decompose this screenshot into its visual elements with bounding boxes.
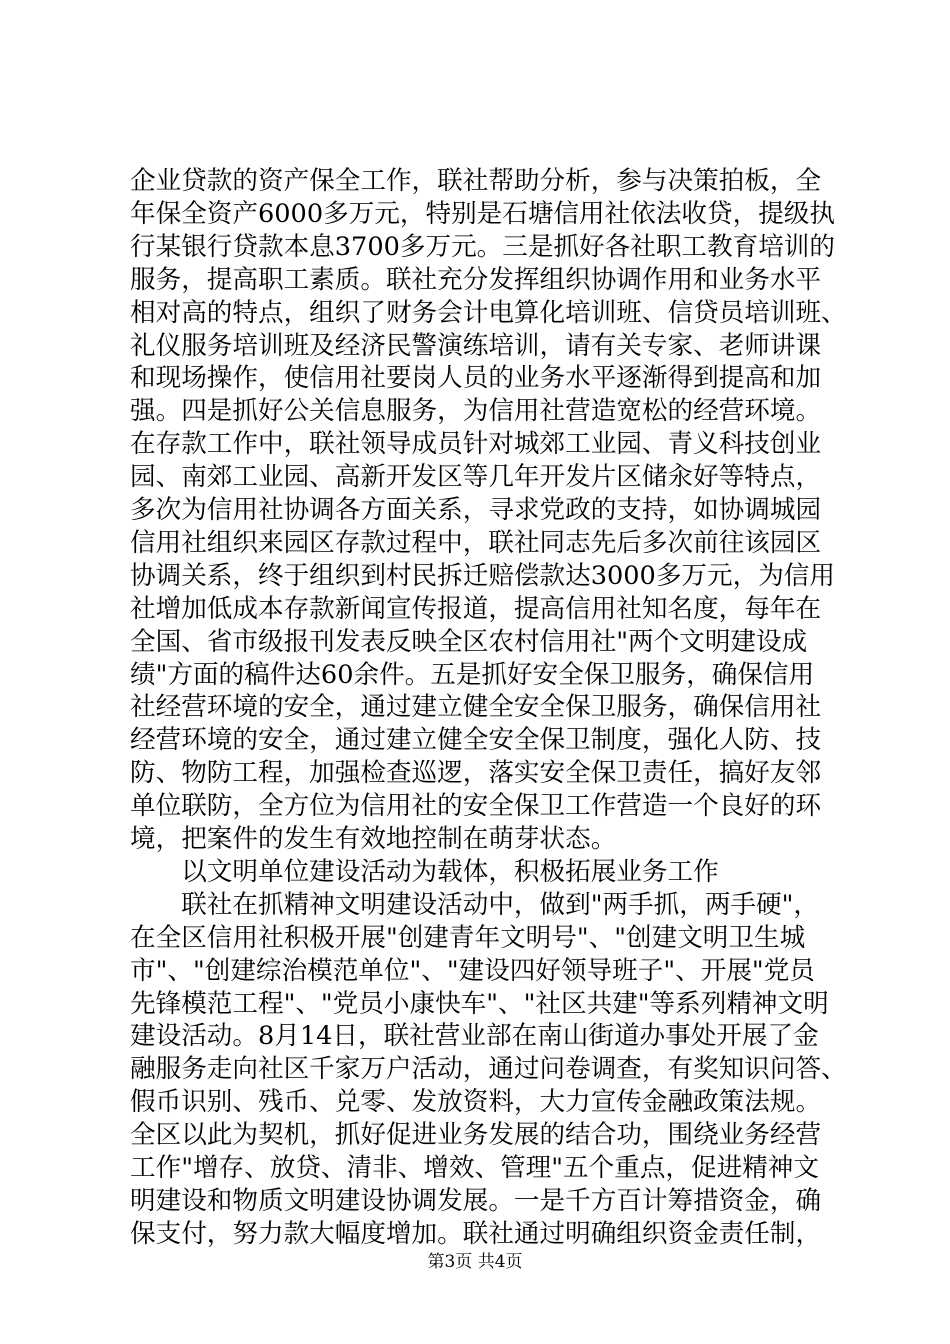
text-line: 相对高的特点，组织了财务会计电算化培训班、信贷员培训班、: [130, 297, 847, 328]
text-line: 协调关系，终于组织到村民拆迁赔偿款达3000多万元，为信用: [130, 560, 835, 591]
text-line: 工作"增存、放贷、清非、增效、管理"五个重点，促进精神文: [130, 1153, 819, 1183]
text-line: 信用社组织来园区存款过程中，联社同志先后多次前往该园区: [130, 527, 822, 558]
text-line: 礼仪服务培训班及经济民警演练培训，请有关专家、老师讲课: [130, 330, 822, 361]
text-line: 行某银行贷款本息3700多万元。三是抓好各社职工教育培训的: [130, 231, 835, 262]
text-line: 和现场操作，使信用社要岗人员的业务水平逐渐得到提高和加: [130, 363, 822, 394]
text-line: 园、南郊工业园、高新开发区等几年开发片区储汆好等特点，: [130, 462, 822, 493]
text-line: 在全区信用社积极开展"创建青年文明号"、"创建文明卫生城: [130, 922, 806, 953]
text-line: 建设活动。8月14日，联社营业部在南山街道办事处开展了金: [130, 1021, 819, 1052]
text-line: 企业贷款的资产保全工作，联社帮助分析，参与决策拍板，全: [130, 166, 822, 196]
text-line: 全国、省市级报刊发表反映全区农村信用社"两个文明建设成: [130, 626, 808, 657]
page-footer: 第3页 共4页: [427, 1252, 523, 1272]
text-line: 年保全资产6000多万元，特别是石塘信用社依法收贷，提级执: [130, 198, 835, 229]
text-line: 防、物防工程，加强检查巡逻，落实安全保卫责任，搞好友邻: [130, 758, 822, 789]
text-line: 先锋模范工程"、"党员小康快车"、"社区共建"等系列精神文明: [130, 988, 829, 1019]
text-line: 在存款工作中，联社领导成员针对城郊工业园、青义科技创业: [130, 429, 822, 460]
text-line: 单位联防，全方位为信用社的安全保卫工作营造一个良好的环: [130, 791, 822, 822]
text-line: 境，把案件的发生有效地控制在萌芽状态。: [130, 824, 617, 854]
text-line: 社增加低成本存款新闻宣传报道，提高信用社知名度，每年在: [130, 593, 822, 624]
text-line: 强。四是抓好公关信息服务，为信用社营造宽松的经营环境。: [130, 396, 822, 427]
text-line: 社经营环境的安全，通过建立健全安全保卫服务，确保信用社: [130, 692, 822, 723]
text-line: 绩"方面的稿件达60余件。五是抓好安全保卫服务，确保信用: [130, 659, 815, 690]
text-line: 市"、"创建综治模范单位"、"建设四好领导班子"、开展"党员: [130, 955, 815, 986]
text-line: 明建设和物质文明建设协调发展。一是千方百计筹措资金，确: [130, 1185, 822, 1216]
text-line: 多次为信用社协调各方面关系，寻求党政的支持，如协调城园: [130, 495, 822, 525]
text-line: 联社在抓精神文明建设活动中，做到"两手抓，两手硬"，: [130, 889, 819, 920]
text-line: 服务，提高职工素质。联社充分发挥组织协调作用和业务水平: [130, 264, 822, 295]
text-line: 经营环境的安全，通过建立健全安全保卫制度，强化人防、技: [130, 725, 822, 756]
text-line: 全区以此为契机，抓好促进业务发展的结合功，围绕业务经营: [130, 1120, 822, 1151]
text-line: 融服务走向社区千家万户活动，通过问卷调查，有奖知识问答、: [130, 1054, 847, 1085]
text-line: 假币识别、残币、兑零、发放资料，大力宣传金融政策法规。: [130, 1087, 822, 1118]
text-line: 保支付，努力款大幅度增加。联社通过明确组织资金责任制，: [130, 1218, 822, 1249]
text-line: 以文明单位建设活动为载体，积极拓展业务工作: [130, 856, 719, 887]
